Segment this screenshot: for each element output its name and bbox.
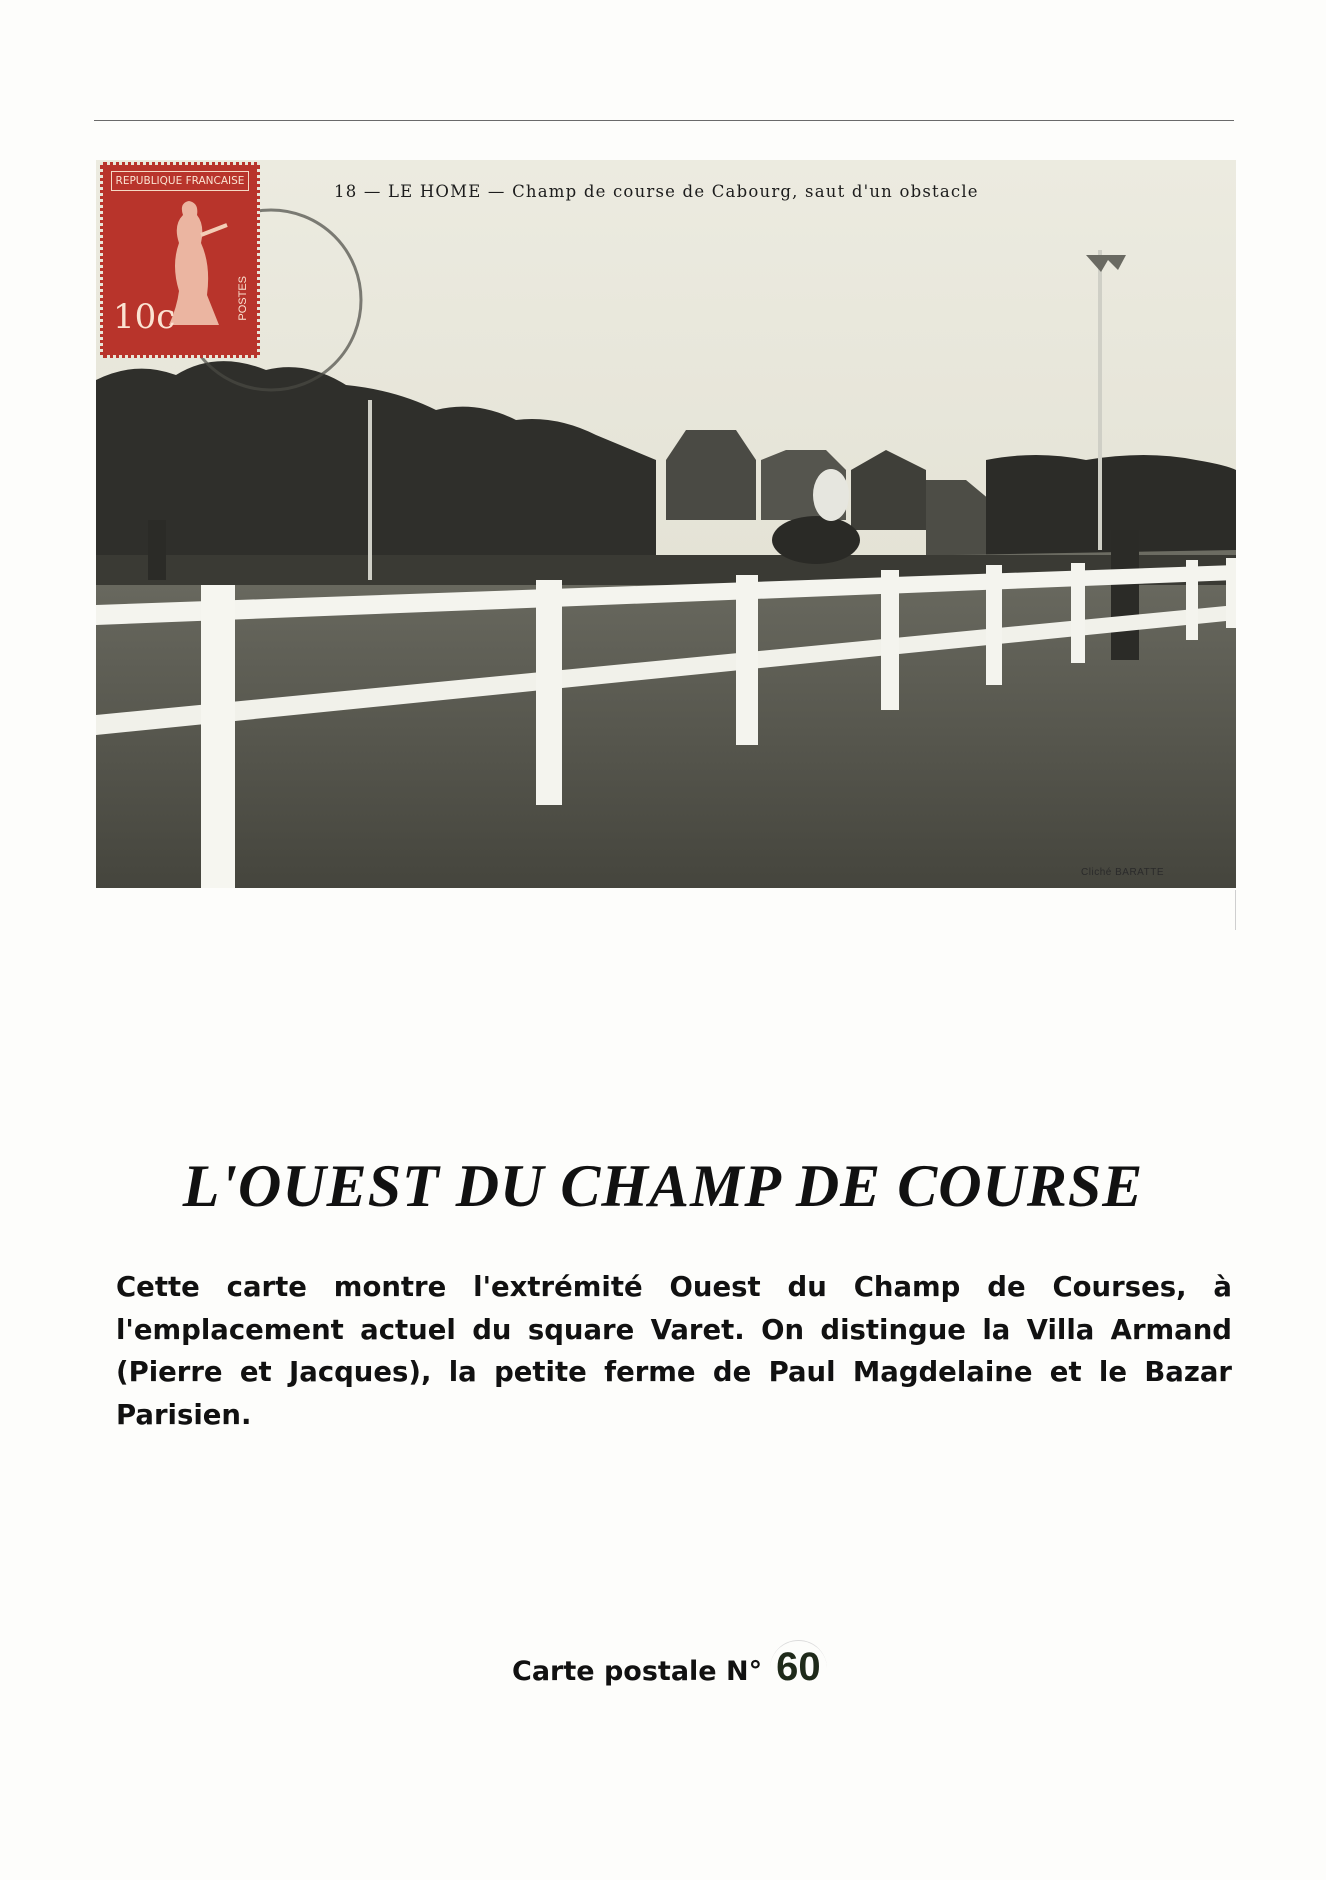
- photo-credit: Cliché BARATTE: [1081, 867, 1164, 878]
- racecourse-scene: [96, 160, 1236, 888]
- top-rule: [94, 120, 1234, 121]
- scan-edge-mark: [1235, 890, 1236, 930]
- stamp-header: REPUBLIQUE FRANCAISE: [111, 171, 249, 191]
- stamp-postes: POSTES: [237, 276, 249, 321]
- postage-stamp: [100, 162, 260, 358]
- postcard-caption: 18 — LE HOME — Champ de course de Cabourg, saut d'un obstacle: [334, 182, 979, 201]
- stamp-value: 10c: [113, 297, 176, 337]
- postcard-number-label: Carte postale N°: [512, 1656, 763, 1687]
- postcard-photo: [96, 160, 1236, 888]
- postcard-number: [512, 1640, 827, 1690]
- description-paragraph: Cette carte montre l'extrémité Ouest du Champ de Courses, à l'emplacement actuel du square Varet. On distingue la Villa Armand (Pierre et Jacques), la petite ferme de Paul Magdelaine et le Bazar Parisien.: [116, 1271, 1232, 1431]
- page-title: L'OUEST DU CHAMP DE COURSE: [182, 1153, 1144, 1219]
- postcard-number-value: 60: [770, 1640, 827, 1690]
